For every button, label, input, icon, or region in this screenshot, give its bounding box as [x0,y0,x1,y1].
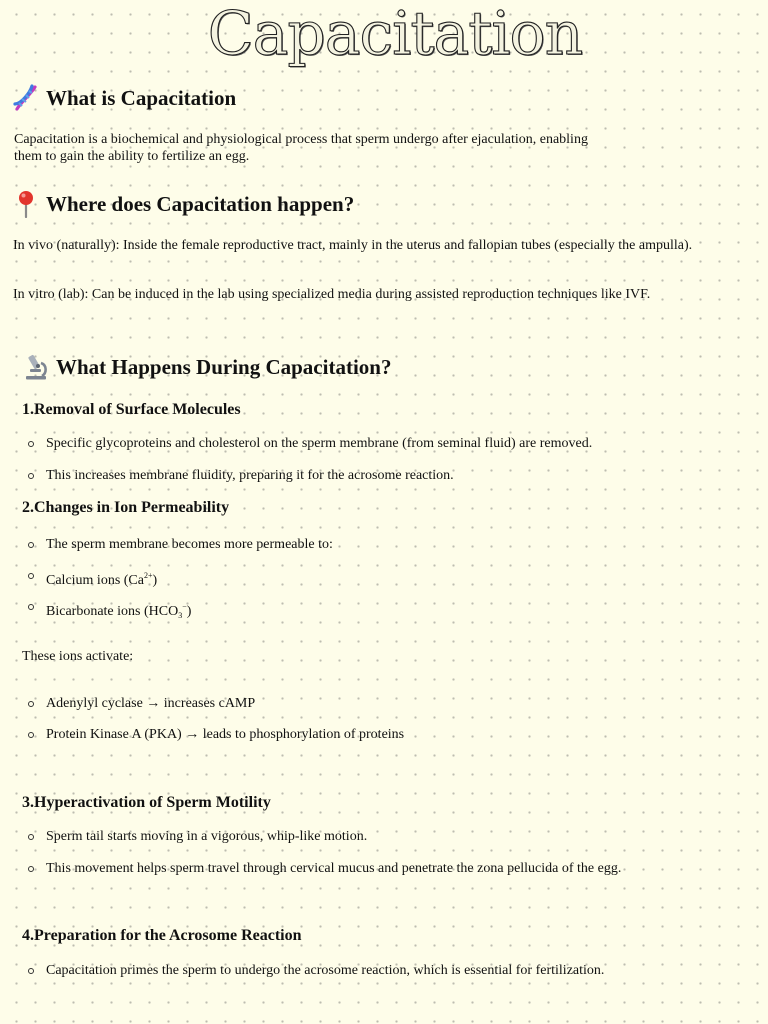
step4-heading: 4.Preparation for the Acrosome Reaction [22,927,302,944]
step3-heading: 3.Hyperactivation of Sperm Motility [22,794,271,811]
list-item-text: Capacitation primes the sperm to undergo the acrosome reaction, which is essential for fertilization. [46,963,605,978]
bullet-icon [28,473,34,479]
list-item [46,435,592,453]
bicarbonate-subscript: 3 [178,611,183,620]
section-where-heading [12,190,354,218]
section-what-is-text [14,131,734,165]
section-what-is-heading-text: What is Capacitation [46,86,237,110]
step1-heading: 1.Removal of Surface Molecules [22,401,241,418]
bicarbonate-suffix: ) [186,604,192,619]
section-what-is-heading [12,84,236,112]
list-item [46,860,621,878]
list-item [46,726,404,744]
list-item-text: Adenylyl cyclase → increases cAMP [46,696,256,711]
bullet-icon [28,573,34,579]
list-item-text: Protein Kinase A (PKA) → leads to phosphorylation of proteins [46,727,405,742]
in-vivo-text: In vivo (naturally): Inside the female reproductive tract, mainly in the uterus and fallopian tubes (especially the ampulla). [13,238,693,253]
section-happens-heading [22,353,391,381]
section-what-is-text-line1: Capacitation is a biochemical and physiological process that sperm undergo after ejaculation, enabling [14,132,588,147]
section-where-heading-text: Where does Capacitation happen? [46,192,355,216]
step2-heading: 2.Changes in Ion Permeability [22,499,230,516]
calcium-suffix: ) [152,573,158,588]
bullet-icon [28,604,34,610]
list-item-text: This increases membrane fluidity, preparing it for the acrosome reaction. [46,468,454,483]
bullet-icon [28,542,34,548]
section-what-is-text-line2: them to gain the ability to fertilize an egg. [14,149,250,164]
list-item [46,828,367,846]
microscope-icon [22,353,50,381]
list-item [46,962,604,980]
bullet-icon [28,968,34,974]
bullet-icon [28,834,34,840]
bullet-icon [28,732,34,738]
bicarbonate-prefix: Bicarbonate ions (HCO [46,604,179,619]
list-item [46,598,191,625]
calcium-charge: 2+ [144,571,153,580]
ions-activate-text: These ions activate: [22,649,134,664]
list-item-text: Specific glycoproteins and cholesterol on the sperm membrane (from seminal fluid) are removed. [46,436,593,451]
list-item [46,567,157,590]
calcium-prefix: Calcium ions (Ca [46,573,144,588]
section-happens-heading-text: What Happens During Capacitation? [56,355,392,379]
list-item-text: Sperm tail starts moving in a vigorous, whip-like motion. [46,829,368,844]
bullet-icon [28,866,34,872]
list-item-text: This movement helps sperm travel through cervical mucus and penetrate the zona pellucida of the egg. [46,861,622,876]
list-item [46,536,333,554]
list-item [46,695,255,713]
bullet-icon [28,701,34,707]
list-item [46,467,454,485]
bullet-icon [28,441,34,447]
bicarbonate-charge: − [182,602,187,611]
list-item-text: The sperm membrane becomes more permeable to: [46,537,333,552]
dna-icon [12,84,40,112]
in-vitro-text: In vitro (lab): Can be induced in the lab using specialized media during assisted reproduction techniques like IVF. [13,287,651,302]
pushpin-icon [12,190,40,218]
page-title: Capacitation [207,0,583,69]
